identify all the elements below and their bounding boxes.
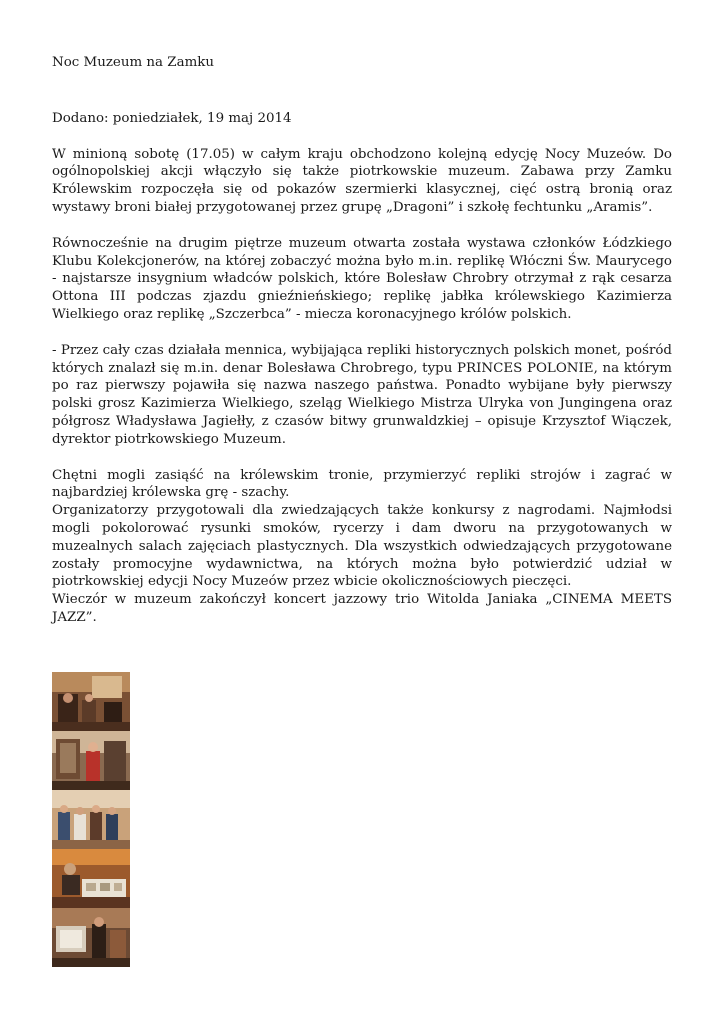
photo-thumbnail[interactable] [52,790,130,849]
article-line: Organizatorzy przygotowali dla zwiedzających także konkursy z nagrodami. Najmłodsi mogli pokolorować rysunki smoków, rycerzy i dam dworu na przygotowanych w muzealnych salach zajęciach plastycznych. Dla wszystkich odwiedzających przygotowane zostały promocyjne wydawnictwa, na których można było potwierdzić udział w piotrkowskiej edycji Nocy Muzeów przez wbicie okolicznościowych pieczęci. [52,503,672,590]
article-paragraph: Równocześnie na drugim piętrze muzeum otwarta została wystawa członków Łódzkiego Klubu Kolekcjonerów, na której zobaczyć można było m.in. replikę Włóczni Św. Maurycego - najstarsze insygnium władców polskich, które Bolesław Chrobry otrzymał z rąk cesarza Ottona III podczas zjazdu gnieźnieńskiego; replikę jabłka królewskiego Kazimierza Wielkiego oraz replikę „Szczerbca” - miecza koronacyjnego królów polskich. [52,235,672,322]
article-paragraph: W minioną sobotę (17.05) w całym kraju obchodzono kolejną edycję Nocy Muzeów. Do ogólnopolskiej akcji włączyło się także piotrkowskie muzeum. Zabawa przy Zamku Królewskim rozpoczęła się od pokazów szermierki klasycznej, cięć ostrą bronią oraz wystawy broni białej przygotowanej przez grupę „Dragoni” i szkołę fechtunku „Aramis”. [52,146,672,215]
photo-thumbnail-strip [52,672,130,967]
photo-thumbnail[interactable] [52,731,130,790]
photo-thumbnail[interactable] [52,849,130,908]
article-dateline: Dodano: poniedziałek, 19 maj 2014 [52,110,292,126]
article-title: Noc Muzeum na Zamku [52,55,215,70]
article-line: Wieczór w muzeum zakończył koncert jazzowy trio Witolda Janiaka „CINEMA MEETS JAZZ”. [52,592,672,625]
article-paragraph: - Przez cały czas działała mennica, wybijająca repliki historycznych polskich monet, pośród których znalazł się m.in. denar Bolesława Chrobrego, typu PRINCES POLONIE, na którym po raz pierwszy pojawiła się nazwa naszego państwa. Ponadto wybijane były pierwszy polski grosz Kazimierza Wielkiego, szeląg Wielkiego Mistrza Ulryka von Jungingena oraz półgrosz Władysława Jagiełły, z czasów bitwy grunwaldzkiej – opisuje Krzysztof Wiączek, dyrektor piotrkowskiego Muzeum. [52,342,672,447]
photo-thumbnail[interactable] [52,672,130,731]
photo-thumbnail[interactable] [52,908,130,967]
article-closing [52,467,672,627]
article-line: Chętni mogli zasiąść na królewskim tronie, przymierzyć repliki strojów i zagrać w najbardziej królewska grę - szachy. [52,467,672,501]
article [52,54,672,627]
